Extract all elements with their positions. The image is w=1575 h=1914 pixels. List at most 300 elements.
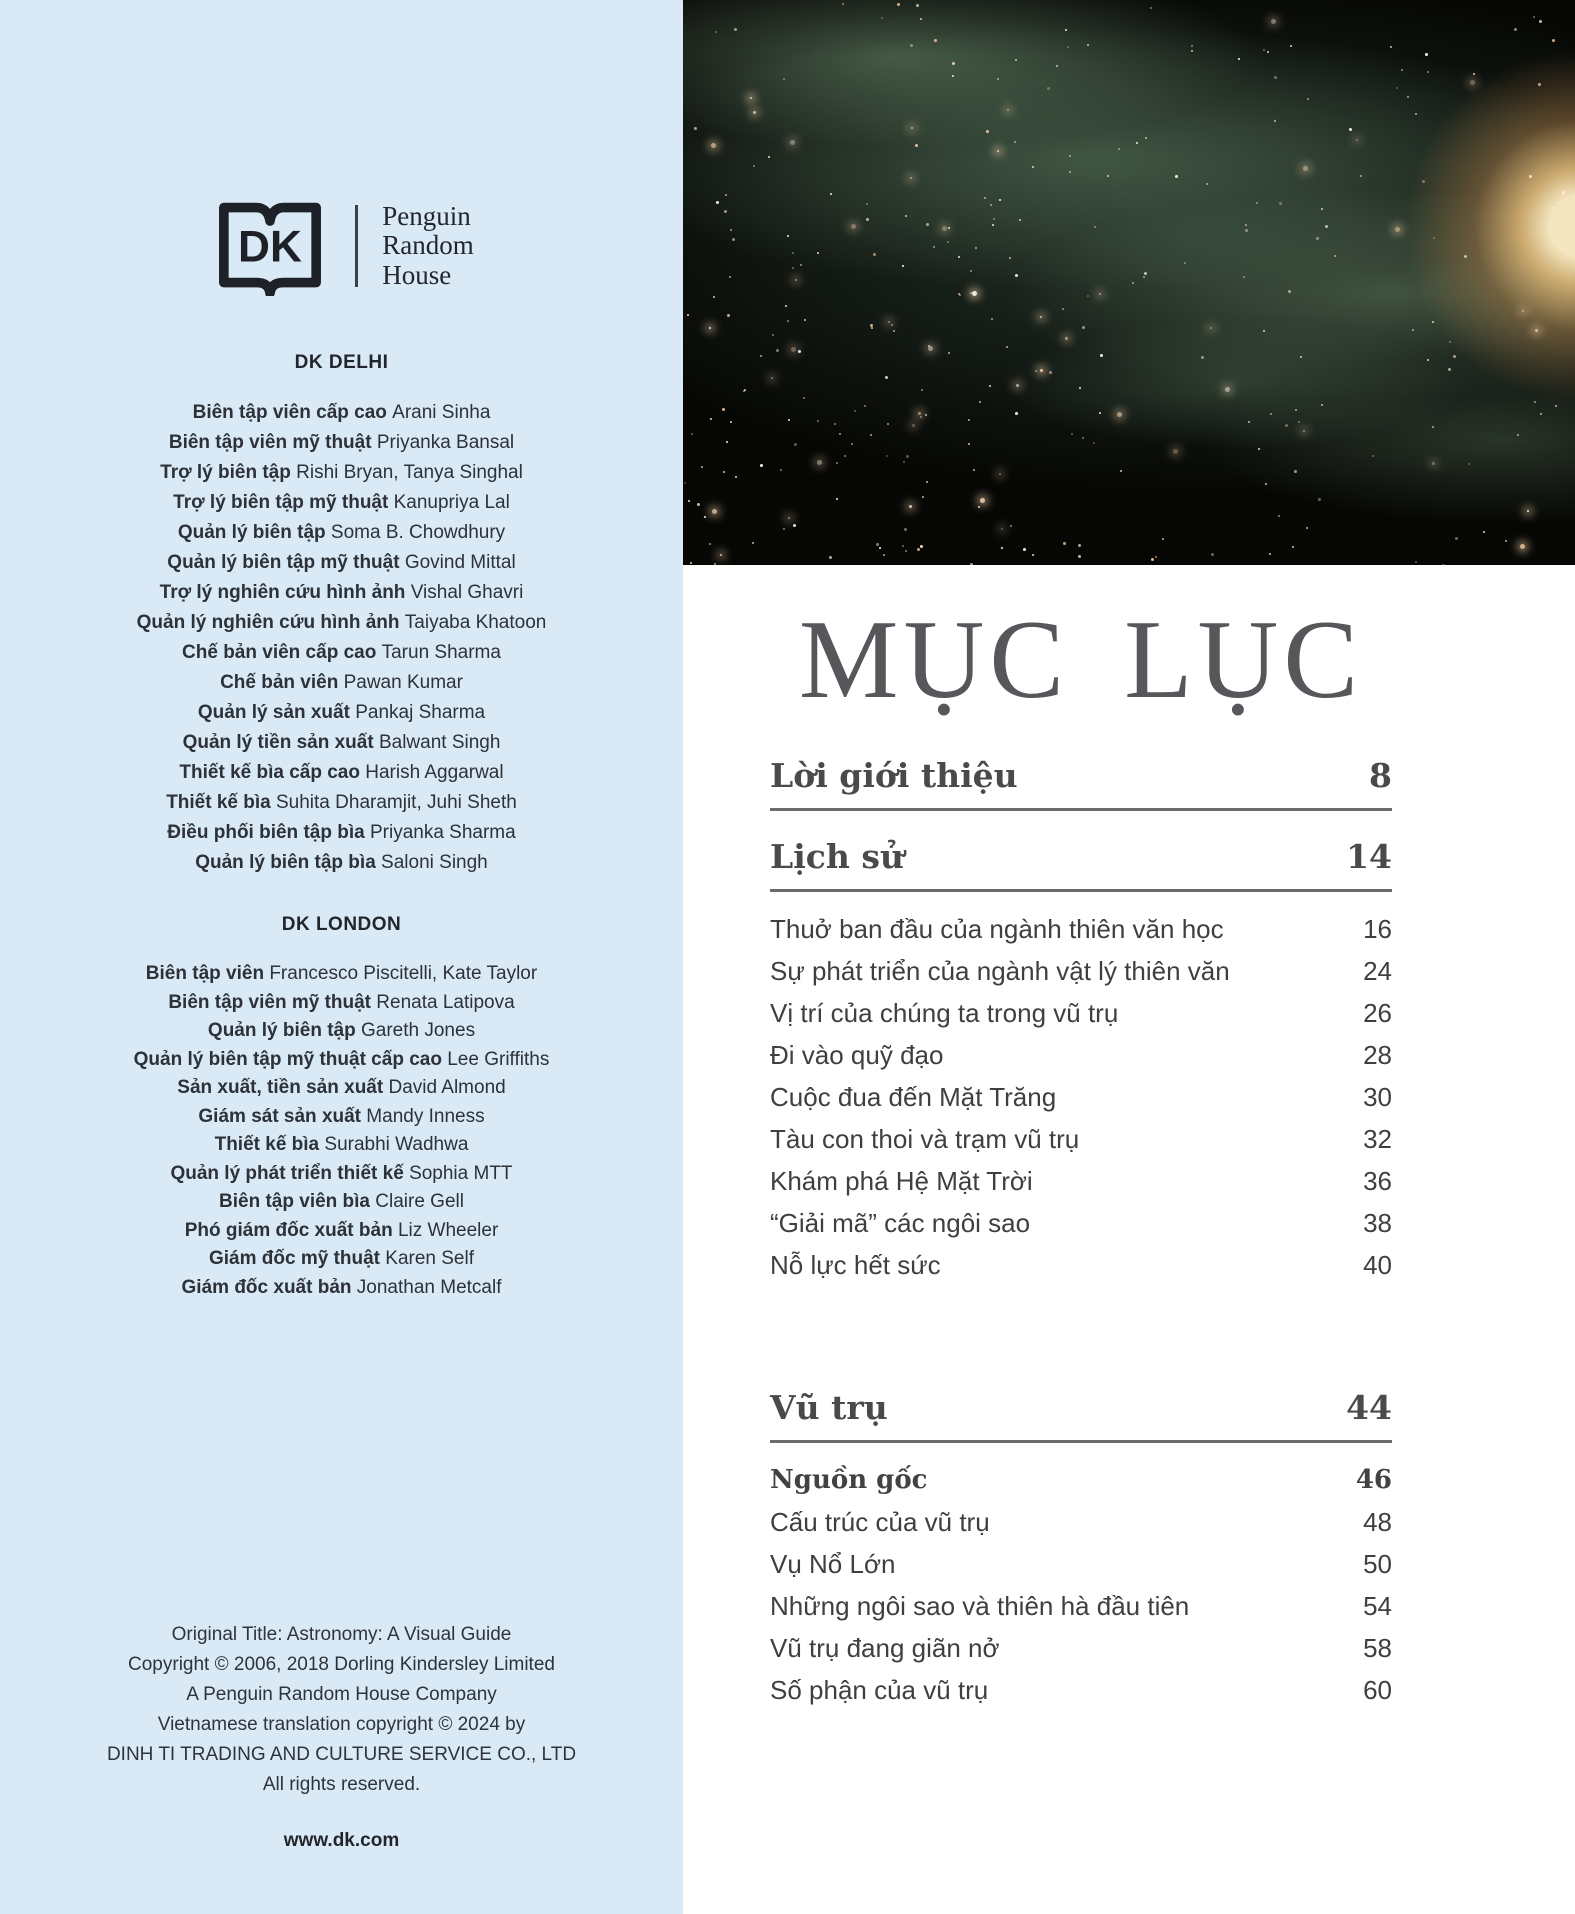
- toc-entry-page-number: 50: [1363, 1549, 1392, 1579]
- star: [1483, 531, 1485, 533]
- toc-entry-label: Những ngôi sao và thiên hà đầu tiên: [770, 1591, 1190, 1621]
- star: [1016, 384, 1019, 387]
- star: [851, 443, 853, 445]
- star: [1151, 558, 1154, 561]
- star: [1464, 255, 1467, 258]
- star: [980, 498, 985, 503]
- star: [1047, 87, 1050, 90]
- dk-delhi-heading: DK DELHI: [294, 352, 389, 373]
- star: [904, 528, 907, 531]
- star: [772, 334, 774, 336]
- toc-entry: [770, 1669, 1392, 1711]
- star: [1274, 120, 1276, 122]
- star: [691, 433, 693, 435]
- credit-role: Quản lý biên tập mỹ thuật: [167, 552, 405, 573]
- star: [1517, 434, 1519, 436]
- star: [909, 505, 912, 508]
- toc-entry-label: Nỗ lực hết sức: [770, 1250, 941, 1280]
- star: [776, 349, 779, 352]
- star: [1267, 51, 1269, 53]
- star: [1290, 45, 1292, 47]
- prh-logo-line: House: [382, 259, 452, 290]
- star: [1360, 175, 1362, 177]
- toc-section-rule: [770, 808, 1392, 811]
- toc-entry-label: Vụ Nổ Lớn: [770, 1549, 896, 1579]
- star: [760, 355, 762, 357]
- star: [1032, 166, 1034, 168]
- star: [906, 455, 909, 458]
- star: [1120, 470, 1122, 472]
- toc-entry: [770, 1501, 1392, 1543]
- star: [817, 460, 822, 465]
- star: [714, 563, 716, 565]
- star: [915, 144, 918, 147]
- star: [704, 516, 706, 518]
- star: [1401, 69, 1403, 71]
- star: [922, 496, 924, 498]
- star: [1349, 128, 1352, 131]
- publisher-website: www.dk.com: [283, 1830, 400, 1851]
- star: [1184, 262, 1186, 264]
- star: [1334, 255, 1336, 257]
- credit-line: Quản lý sản xuất Pankaj Sharma: [197, 702, 486, 723]
- publisher-logo-row: [40, 196, 643, 296]
- star: [709, 327, 711, 329]
- star: [730, 421, 732, 423]
- star: [992, 224, 994, 226]
- star: [725, 194, 727, 196]
- star: [973, 469, 975, 471]
- toc-entry-label: “Giải mã” các ngôi sao: [770, 1208, 1031, 1238]
- star: [771, 377, 773, 379]
- star: [804, 319, 806, 321]
- star: [684, 482, 686, 484]
- star: [1173, 449, 1178, 454]
- star: [997, 150, 999, 152]
- credit-line: Giám đốc xuất bản Jonathan Metcalf: [181, 1276, 502, 1298]
- star: [710, 418, 712, 420]
- star: [1265, 483, 1267, 485]
- star: [1210, 327, 1212, 329]
- star: [1534, 401, 1536, 403]
- star: [1238, 58, 1240, 60]
- star: [793, 524, 796, 527]
- star: [791, 347, 796, 352]
- star: [790, 140, 795, 145]
- star: [744, 389, 746, 391]
- star: [947, 241, 949, 243]
- star: [1390, 46, 1392, 48]
- star: [1010, 525, 1012, 527]
- star: [1552, 207, 1554, 209]
- star: [687, 314, 689, 316]
- toc-entry-page-number: 30: [1363, 1082, 1392, 1112]
- toc-section-header: [770, 756, 1392, 795]
- star: [881, 17, 883, 19]
- credit-line: Thiết kế bìa cấp cao Harish Aggarwal: [179, 762, 504, 783]
- star: [752, 542, 754, 544]
- table-of-contents: [770, 590, 1392, 1711]
- star: [873, 253, 876, 256]
- star: [690, 562, 692, 564]
- star: [854, 410, 856, 412]
- credit-role: Quản lý phát triển thiết kế: [170, 1162, 410, 1184]
- toc-section-page-number: 44: [1346, 1388, 1392, 1427]
- toc-title: MỤC LỤC: [798, 598, 1364, 722]
- star: [1520, 544, 1525, 549]
- star: [902, 265, 904, 267]
- star: [834, 423, 836, 425]
- toc-entry-label: Đi vào quỹ đạo: [770, 1040, 944, 1070]
- toc-entry-label: Cấu trúc của vũ trụ: [770, 1507, 990, 1537]
- star: [975, 247, 977, 249]
- copyright-line: All rights reserved.: [262, 1774, 421, 1795]
- toc-entry-label: Số phận của vũ trụ: [770, 1675, 989, 1705]
- star: [1552, 39, 1555, 42]
- copyright-line: Original Title: Astronomy: A Visual Guide: [171, 1624, 512, 1645]
- toc-entry-page-number: 40: [1363, 1250, 1392, 1280]
- star: [968, 419, 970, 421]
- star: [942, 226, 947, 231]
- credit-line: Biên tập viên mỹ thuật Renata Latipova: [168, 991, 515, 1013]
- star: [920, 545, 923, 548]
- toc-section-page-number: 14: [1346, 837, 1392, 876]
- space-nebula-photo: [683, 0, 1575, 565]
- toc-entry-page-number: 60: [1363, 1675, 1392, 1705]
- star: [1307, 98, 1309, 100]
- credit-line: Quản lý biên tập Gareth Jones: [207, 1020, 476, 1041]
- star: [1533, 16, 1535, 18]
- star: [920, 416, 922, 418]
- star: [712, 509, 717, 514]
- star: [926, 223, 929, 226]
- toc-section-label: Vũ trụ: [770, 1388, 888, 1427]
- credit-role: Quản lý biên tập: [207, 1020, 361, 1041]
- toc-section-rule: [770, 889, 1392, 892]
- star: [1316, 237, 1319, 240]
- star: [798, 350, 801, 353]
- star: [948, 227, 950, 229]
- star: [986, 130, 989, 133]
- toc-section-header: [770, 1388, 1392, 1427]
- star: [1094, 226, 1096, 228]
- star: [993, 218, 995, 220]
- dk-london-credits: [40, 960, 643, 1302]
- copyright-line: DINH TI TRADING AND CULTURE SERVICE CO., LTD: [106, 1744, 577, 1765]
- star: [713, 296, 715, 298]
- star: [701, 466, 703, 468]
- star: [1274, 76, 1277, 79]
- star: [866, 203, 868, 205]
- star: [910, 44, 913, 47]
- star: [800, 264, 802, 266]
- star: [1278, 515, 1280, 517]
- star: [912, 424, 915, 427]
- star: [1040, 369, 1043, 372]
- star: [1014, 141, 1016, 143]
- star: [1395, 227, 1400, 232]
- star: [1065, 29, 1067, 31]
- star: [722, 408, 725, 411]
- star: [990, 204, 992, 206]
- star: [803, 397, 805, 399]
- star: [753, 111, 756, 114]
- star: [1078, 555, 1081, 558]
- star: [844, 455, 846, 457]
- star: [972, 291, 977, 296]
- star: [1433, 237, 1435, 239]
- toc-section: [770, 1388, 1392, 1711]
- credit-line: Quản lý phát triển thiết kế Sophia MTT: [170, 1162, 513, 1184]
- star: [905, 550, 907, 552]
- star: [851, 224, 856, 229]
- star: [1527, 510, 1529, 512]
- dk-logo: [209, 196, 331, 296]
- credit-line: Quản lý tiền sản xuất Balwant Singh: [182, 732, 501, 753]
- credit-role: Thiết kế bìa: [166, 792, 276, 813]
- star: [926, 481, 928, 483]
- star: [830, 193, 832, 195]
- star: [1056, 65, 1058, 67]
- toc-entry-page-number: 36: [1363, 1166, 1392, 1196]
- star: [1415, 113, 1417, 115]
- star: [1143, 276, 1145, 278]
- toc-entry-list: [770, 908, 1392, 1286]
- star: [866, 218, 869, 221]
- star: [1155, 556, 1157, 558]
- star: [1288, 290, 1291, 293]
- star: [905, 215, 907, 217]
- star: [1248, 421, 1250, 423]
- copyright-line: A Penguin Random House Company: [186, 1684, 497, 1705]
- credit-line: Chế bản viên cấp cao Tarun Sharma: [182, 642, 501, 663]
- toc-entry-page-number: 46: [1355, 1465, 1392, 1495]
- star: [1087, 44, 1089, 46]
- star: [978, 506, 980, 508]
- star: [1422, 180, 1425, 183]
- star: [1107, 175, 1109, 177]
- star: [795, 279, 797, 281]
- star: [1211, 553, 1214, 556]
- star: [1243, 276, 1245, 278]
- star: [1285, 424, 1288, 427]
- credit-line: Quản lý nghiên cứu hình ảnh Taiyaba Khatoon: [136, 612, 547, 633]
- toc-entry-page-number: 38: [1363, 1208, 1392, 1238]
- star: [1449, 341, 1451, 343]
- star: [1071, 433, 1073, 435]
- toc-entry: [770, 1244, 1392, 1286]
- toc-entry-label: Nguồn gốc: [770, 1465, 928, 1495]
- star: [933, 246, 935, 248]
- star: [1100, 354, 1103, 357]
- star: [1258, 448, 1260, 450]
- credit-role: Biên tập viên mỹ thuật: [168, 432, 377, 453]
- toc-section-header: [770, 837, 1392, 876]
- toc-entry-page-number: 32: [1363, 1124, 1392, 1154]
- copyright-line: Copyright © 2006, 2018 Dorling Kindersley Limited: [128, 1654, 555, 1675]
- star: [1279, 202, 1282, 205]
- credit-line: Điều phối biên tập bìa Priyanka Sharma: [167, 822, 516, 843]
- star: [729, 276, 731, 278]
- credit-role: Biên tập viên mỹ thuật: [168, 991, 377, 1013]
- star: [970, 270, 972, 272]
- star: [1427, 71, 1429, 73]
- star: [1522, 310, 1524, 312]
- credit-line: Biên tập viên Francesco Piscitelli, Kate Taylor: [145, 963, 538, 984]
- star: [1049, 371, 1052, 374]
- star: [716, 201, 719, 204]
- toc-section-rule: [770, 1440, 1392, 1443]
- star: [1427, 359, 1429, 361]
- credit-role: Sản xuất, tiền sản xuất: [177, 1077, 389, 1098]
- star: [1015, 412, 1018, 415]
- star: [1144, 272, 1147, 275]
- prh-logo-line: Random: [382, 230, 474, 261]
- star: [1263, 49, 1265, 51]
- credit-role: Chế bản viên cấp cao: [182, 642, 382, 663]
- credit-line: Thiết kế bìa Surabhi Wadhwa: [214, 1134, 469, 1155]
- star: [1245, 224, 1247, 226]
- credit-line: Biên tập viên mỹ thuật Priyanka Bansal: [168, 432, 515, 453]
- star: [1245, 229, 1248, 232]
- star: [1078, 544, 1081, 547]
- toc-entry-label: Vũ trụ đang giãn nở: [770, 1633, 1000, 1663]
- credit-line: Phó giám đốc xuất bản Liz Wheeler: [184, 1219, 499, 1241]
- star: [870, 324, 873, 327]
- star: [1539, 20, 1542, 23]
- star: [1206, 183, 1208, 185]
- star: [1300, 356, 1302, 358]
- star: [787, 235, 789, 237]
- star: [888, 321, 890, 323]
- star: [1191, 50, 1193, 52]
- credit-role: Giám đốc mỹ thuật: [208, 1248, 386, 1269]
- star: [1263, 330, 1265, 332]
- credit-role: Phó giám đốc xuất bản: [184, 1219, 398, 1241]
- star: [688, 500, 690, 502]
- star: [1298, 421, 1300, 423]
- star: [886, 455, 888, 457]
- star: [1295, 409, 1297, 411]
- star: [839, 433, 841, 435]
- star: [991, 318, 993, 320]
- star: [732, 238, 735, 241]
- toc-sections: [770, 756, 1392, 1711]
- star: [920, 18, 922, 20]
- star: [836, 462, 838, 464]
- star: [1432, 426, 1434, 428]
- credit-line: Trợ lý biên tập mỹ thuật Kanupriya Lal: [173, 492, 510, 513]
- star: [726, 441, 728, 443]
- credit-line: Trợ lý biên tập Rishi Bryan, Tanya Singhal: [160, 462, 523, 483]
- star: [1006, 346, 1008, 348]
- star: [1001, 528, 1003, 530]
- toc-entry-label: Sự phát triển của ngành vật lý thiên văn: [770, 956, 1230, 986]
- toc-entry: [770, 908, 1392, 950]
- star: [1009, 257, 1011, 259]
- star: [897, 3, 900, 6]
- star: [760, 464, 763, 467]
- star: [788, 517, 790, 519]
- star: [970, 563, 973, 565]
- toc-entry-page-number: 16: [1363, 914, 1392, 944]
- star: [735, 476, 737, 478]
- star: [1303, 430, 1305, 432]
- star: [925, 414, 927, 416]
- star: [1321, 404, 1323, 406]
- star: [715, 31, 717, 33]
- star: [1150, 7, 1152, 9]
- star: [1468, 463, 1470, 465]
- star: [1455, 537, 1458, 540]
- star: [1019, 219, 1021, 221]
- star: [984, 197, 986, 199]
- star: [1162, 538, 1164, 540]
- star: [1067, 46, 1069, 48]
- star: [1191, 45, 1193, 47]
- star: [959, 294, 961, 296]
- credit-line: Giám sát sản xuất Mandy Inness: [198, 1105, 485, 1127]
- star: [1040, 316, 1042, 318]
- star: [1271, 19, 1276, 24]
- toc-entry-label: Tàu con thoi và trạm vũ trụ: [770, 1124, 1080, 1154]
- star: [1099, 412, 1101, 414]
- toc-entry-list: [770, 1459, 1392, 1711]
- toc-entry: [770, 1627, 1392, 1669]
- credit-role: Trợ lý biên tập mỹ thuật: [173, 492, 394, 513]
- credit-line: Chế bản viên Pawan Kumar: [220, 672, 463, 693]
- toc-entry: [770, 1160, 1392, 1202]
- star: [1529, 175, 1532, 178]
- credit-line: Thiết kế bìa Suhita Dharamjit, Juhi Sheth: [166, 792, 517, 813]
- star: [1118, 148, 1120, 150]
- star: [1321, 208, 1323, 210]
- star: [1514, 28, 1517, 31]
- toc-entry: [770, 1543, 1392, 1585]
- star: [1001, 547, 1003, 549]
- toc-section-page-number: 8: [1369, 756, 1392, 795]
- star: [1306, 527, 1308, 529]
- star: [948, 352, 950, 354]
- star: [1356, 139, 1358, 141]
- star: [720, 554, 722, 556]
- penguin-random-house-logo-text: [382, 202, 474, 289]
- star: [1432, 462, 1435, 465]
- toc-entry-page-number: 58: [1363, 1633, 1392, 1663]
- star: [1225, 387, 1230, 392]
- star: [917, 548, 920, 551]
- star: [787, 320, 789, 322]
- star: [1015, 274, 1018, 277]
- star: [1269, 553, 1271, 555]
- star: [1079, 387, 1081, 389]
- star: [952, 62, 955, 65]
- star: [1538, 83, 1541, 86]
- toc-entry-page-number: 54: [1363, 1591, 1392, 1621]
- star: [750, 97, 752, 99]
- toc-section-label: Lịch sử: [770, 837, 904, 876]
- star: [783, 78, 785, 80]
- star: [1505, 540, 1507, 542]
- star: [1063, 542, 1066, 545]
- star: [1555, 405, 1557, 407]
- credit-line: Trợ lý nghiên cứu hình ảnh Vishal Ghavri: [159, 582, 524, 603]
- prh-logo-line: Penguin: [382, 201, 471, 232]
- star: [989, 385, 991, 387]
- publisher-panel: [0, 0, 683, 1914]
- star: [885, 376, 888, 379]
- star: [711, 143, 716, 148]
